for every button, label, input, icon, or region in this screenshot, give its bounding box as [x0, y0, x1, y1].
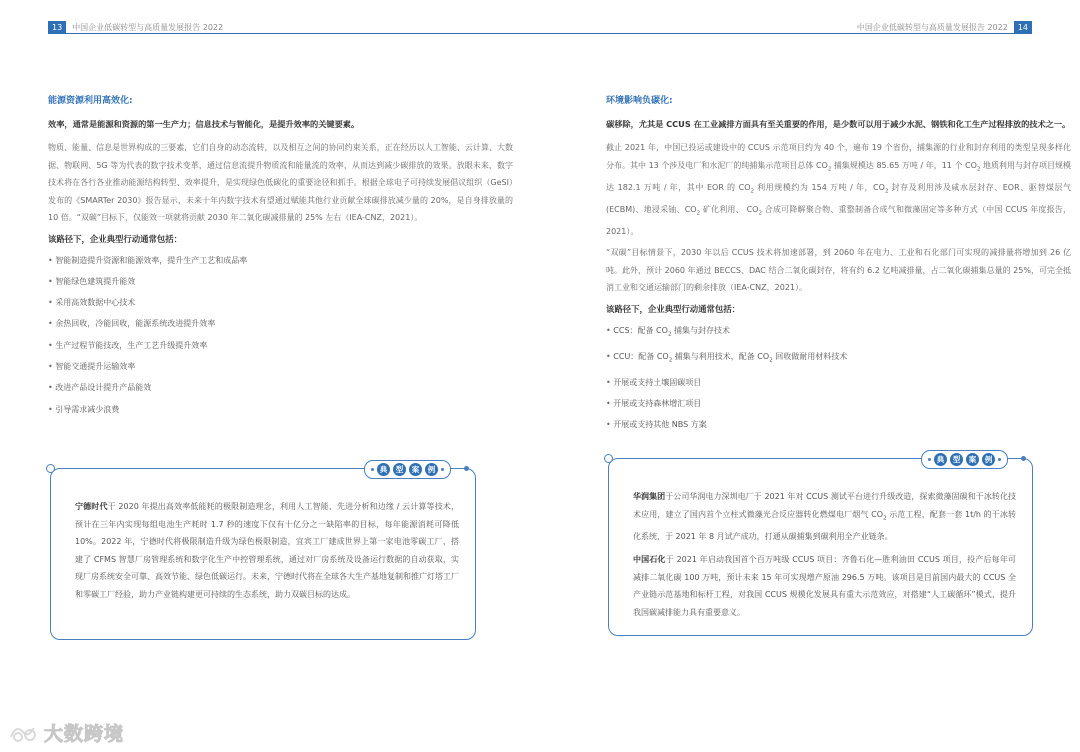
- action-list: [48, 255, 513, 415]
- header-right: [851, 20, 1032, 34]
- case-body: [75, 498, 459, 609]
- header-rule-left: [48, 33, 540, 34]
- body-paragraph: 截止 2021 年，中国已投运或建设中的 CCUS 示范项目约为 40 个，遍布 19 个省份，捕集源的行业和封存利用的类型呈现多样化分布。其中 13 个涉及电厂和水泥厂的纯捕集示范项目总体 $CO_2$ 捕集规模达 85.65 万吨 / 年，11 个 $CO_2$ 地质利用与封存项目规模达 182.1 万吨 / 年，其中 EOR 的 $CO_2$ 利用规模约为 154 万吨 / 年，$CO_2$ 封存及利用涉及咸水层封存、EOR、驱替煤层气 (ECBM)、地浸采铀、$CO_2$ 矿化利用、 $CO_2$ 合成可降解聚合物、重整制备合成气和微藻固定等多种方式（中国 CCUS 年度报告，2021）。: [606, 143, 1072, 236]
- frame-dot-icon: [604, 454, 613, 463]
- path-title: 该路径下，企业典型行动通常包括：: [48, 233, 182, 244]
- watermark-logo-icon: [8, 722, 40, 744]
- tag-dot-icon: [928, 458, 931, 461]
- case-body: [633, 488, 1016, 627]
- path-title: 该路径下，企业典型行动通常包括：: [606, 303, 740, 314]
- case-company: 华润集团: [633, 492, 666, 501]
- tag-dot-icon: [441, 468, 444, 471]
- case-tag-char: 型: [950, 453, 963, 466]
- case-box-right: [608, 455, 1033, 636]
- header-title-right: 中国企业低碳转型与高质量发展报告 2022: [856, 22, 1008, 32]
- lead-text: 效率，通常是能源和资源的第一生产力；信息技术与智能化，是提升效率的关键要素。: [48, 119, 360, 129]
- frame-dot-icon: [1021, 456, 1026, 461]
- case-tag-char: 型: [393, 463, 406, 476]
- case-tag-char: 例: [425, 463, 438, 476]
- list-item: • 采用高效数据中心技术: [48, 297, 513, 308]
- list-item: • 余热回收，冷能回收，能源系统改进提升效率: [48, 318, 513, 329]
- tag-dot-icon: [371, 468, 374, 471]
- right-page: [540, 0, 1080, 752]
- watermark-text: 大数跨境: [44, 723, 125, 745]
- lead-text: 碳移除，尤其是 CCUS 在工业减排方面具有至关重要的作用，是少数可以用于减少水泥、钢铁和化工生产过程排放的技术之一。: [606, 119, 1071, 129]
- case-tag-char: 典: [934, 453, 947, 466]
- left-content: [48, 93, 513, 425]
- frame-dot-icon: [46, 464, 55, 473]
- section-title: 环境影响负碳化:: [606, 96, 673, 106]
- section-title: 能源资源利用高效化:: [48, 96, 133, 106]
- page-number-right: 14: [1014, 21, 1032, 34]
- list-item: • 开展或支持土壤固碳项目: [606, 377, 1071, 388]
- list-item: • 改进产品设计提升产品能效: [48, 382, 513, 393]
- list-item: • 开展或支持森林增汇项目: [606, 398, 1071, 409]
- watermark: [8, 719, 124, 746]
- case-tag-char: 案: [966, 453, 979, 466]
- case-tag-char: 例: [982, 453, 995, 466]
- case-paragraph: 华润集团于公司华润电力深圳电厂于 2021 年对 CCUS 测试平台进行升级改造，探索微藻固碳和干冰转化技术应用，建立了国内首个立柱式微藻光合反应器转化燃煤电厂烟气 $CO_2$ 示范工程，配套一套 1t/h 的干冰转化系统，于 2021 年 8 月试产成功，打通从碳捕集到碳利用全产业链条。: [633, 492, 1016, 541]
- action-list: [606, 325, 1071, 430]
- case-tag-char: 典: [377, 463, 390, 476]
- list-item: • 智能制造提升资源和能源效率，提升生产工艺和成品率: [48, 255, 513, 266]
- list-item: • 开展或支持其他 NBS 方案: [606, 419, 1071, 430]
- frame-dot-icon: [464, 466, 469, 471]
- list-item: • 引导需求减少浪费: [48, 404, 513, 415]
- list-item: • 生产过程节能技改，生产工艺升级提升效率: [48, 340, 513, 351]
- body-paragraph: 物质、能量、信息是世界构成的三要素，它们自身的动态流转，以及相互之间的协同约束关系，正在经历以人工智能、云计算、大数据、物联网、5G 等为代表的数字技术变革，通过信息流提升物质流和能量流的效率，从而达到减少碳排放的效果。放眼未来，数字技术将在各行各业推动能源结构转型、效率提升，是实现绿色低碳化的重要途径和抓手。根据全球电子可持续发展倡议组织（GeSI）发布的《SMARTer 2030》报告显示，未来十年内数字技术有望通过赋能其他行业贡献全球碳排放减少量的 20%，是自身排放量的 10 倍。“双碳”目标下，仅能效一项就将贡献 2030 年二氧化碳减排量的 25% 左右（IEA-CNZ，2021）。: [48, 143, 513, 222]
- case-company: 宁德时代: [75, 502, 108, 511]
- header-title-left: 中国企业低碳转型与高质量发展报告 2022: [72, 22, 224, 32]
- case-tag: [364, 460, 451, 479]
- list-item: • CCU：配备 $CO_2$ 捕集与利用技术，配备 $CO_2$ 回收做耐用材料技术: [606, 351, 1071, 367]
- case-tag: [921, 450, 1008, 469]
- body-paragraph: “双碳”目标情景下，2030 年以后 CCUS 技术将加速部署，到 2060 年在电力、工业和石化部门可实现的减排量将增加到 26 亿吨。此外，预计 2060 年通过 BECCS、DAC 结合二氧化碳封存，将有约 6.2 亿吨减排量，占二氧化碳捕集总量的 25%，可完全抵消工业和交通运输部门的剩余排放（IEA-CNZ，2021）。: [606, 248, 1071, 293]
- case-text: 于 2020 年提出高效率低能耗的极限制造理念，利用人工智能、先进分析和边缘 / 云计算等技术，预计在三年内实现每组电池生产耗时 1.7 秒的速度下仅有十亿分之一缺陷率的目标，每年能源消耗可降低 10%。2022 年，宁德时代将极限制造升级为绿色极限制造，宜宾工厂建成世界上第一家电池零碳工厂，搭建了 CFMS 智慧厂房管理系统和数字化生产中控管理系统，通过对厂房系统及设备运行数据的自动获取，实现厂房系统安全可靠、高效节能、绿色低碳运行。未来，宁德时代将在全球各大生产基地复制和推广灯塔工厂和零碳工厂经验，助力产业链构建更可持续的生态系统，助力双碳目标的达成。: [75, 502, 459, 599]
- header-rule-right: [540, 33, 1032, 34]
- right-content: [606, 93, 1071, 440]
- page-number-left: 13: [48, 21, 66, 34]
- list-item: • 智能交通提升运输效率: [48, 361, 513, 372]
- list-item: • CCS：配备 $CO_2$ 捕集与封存技术: [606, 325, 1071, 341]
- case-box-left: [50, 465, 476, 640]
- case-company: 中国石化: [633, 555, 666, 565]
- header-left: [48, 20, 229, 34]
- case-paragraph: 中国石化于 2021 年启动我国首个百万吨级 CCUS 项目：齐鲁石化—胜利油田 CCUS 项目，投产后每年可减排二氧化碳 100 万吨，预计未来 15 年可实现增产原油 296.5 万吨。该项目是目前国内最大的 CCUS 全产业链示范基地和标杆工程，对我国 CCUS 规模化发展具有重大示范效应，对搭建“人工碳循环”模式、提升我国碳减排能力具有重要意义。: [633, 555, 1017, 617]
- tag-dot-icon: [998, 458, 1001, 461]
- case-paragraph: [75, 498, 459, 603]
- list-item: • 智能绿色建筑提升能效: [48, 276, 513, 287]
- case-tag-char: 案: [409, 463, 422, 476]
